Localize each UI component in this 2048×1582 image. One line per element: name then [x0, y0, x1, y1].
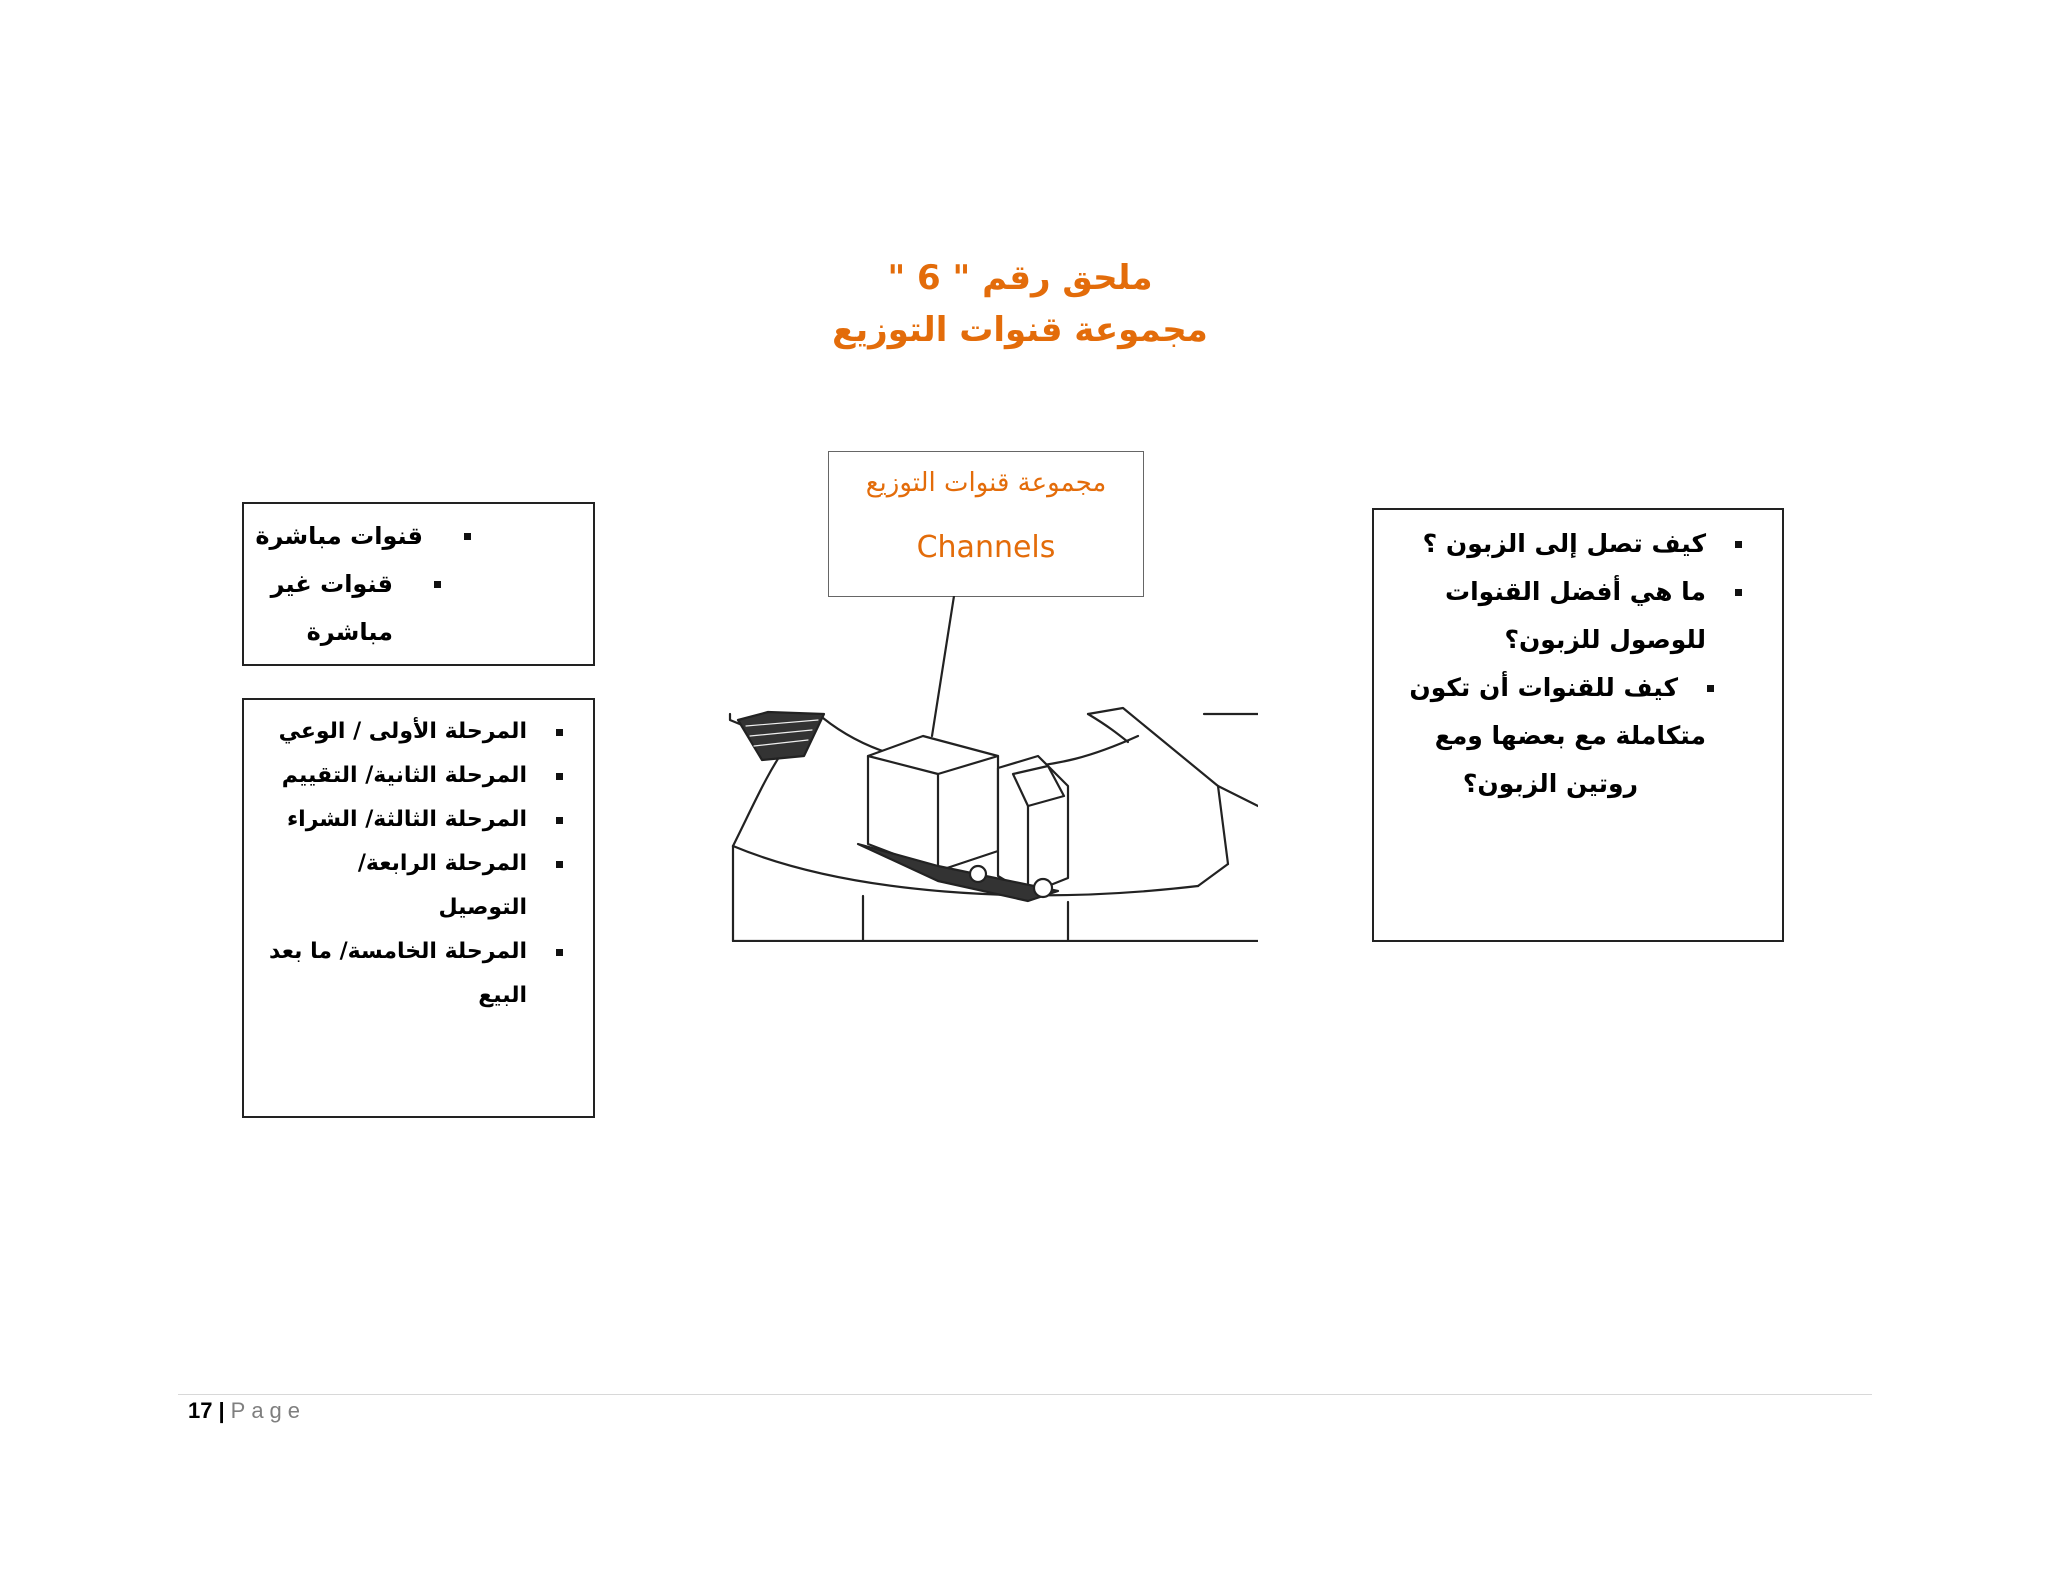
list-item: كيف تصل إلى الزبون ؟ — [1374, 520, 1706, 568]
list-item: قنوات غير مباشرة — [244, 560, 393, 656]
footer-divider — [178, 1394, 1872, 1395]
bullet-icon — [556, 773, 563, 780]
page-word: Page — [230, 1398, 307, 1423]
callout-line — [932, 596, 954, 736]
bullet-icon — [1707, 685, 1714, 692]
bullet-icon — [556, 949, 563, 956]
truck-wheel — [970, 866, 986, 882]
list-item: كيف للقنوات أن تكون متكاملة مع بعضها ومع روتين الزبون؟ — [1374, 664, 1678, 808]
list-item: المرحلة الثالثة/ الشراء — [244, 798, 527, 842]
page-title — [600, 252, 1440, 356]
bullet-icon — [1735, 541, 1742, 548]
channels-label-arabic: مجموعة قنوات التوزيع — [865, 468, 1107, 498]
truck-cab — [998, 756, 1068, 894]
truck-wheel — [1034, 879, 1052, 897]
title-line-1: ملحق رقم " 6 " — [887, 258, 1153, 298]
list-item: ما هي أفضل القنوات للوصول للزبون؟ — [1374, 568, 1706, 664]
channel-types-box — [242, 502, 595, 666]
list-item: المرحلة الخامسة/ ما بعد البيع — [244, 930, 527, 1018]
truck-illustration — [728, 596, 1258, 942]
bullet-icon — [556, 729, 563, 736]
channels-label-box — [828, 451, 1144, 597]
title-line-2: مجموعة قنوات التوزيع — [832, 310, 1208, 350]
bullet-icon — [1735, 589, 1742, 596]
bullet-icon — [556, 817, 563, 824]
bullet-icon — [434, 581, 441, 588]
truck-container — [868, 736, 998, 871]
bullet-icon — [464, 533, 471, 540]
questions-box — [1372, 508, 1784, 942]
list-item: المرحلة الرابعة/ التوصيل — [244, 842, 527, 930]
list-item: قنوات مباشرة — [244, 512, 423, 560]
list-item: المرحلة الأولى / الوعي — [244, 710, 527, 754]
page-footer — [188, 1398, 306, 1424]
bullet-icon — [556, 861, 563, 868]
channels-label-english: Channels — [916, 530, 1056, 565]
page-number: 17 — [188, 1398, 213, 1423]
phases-box — [242, 698, 595, 1118]
footer-separator: | — [218, 1398, 225, 1423]
list-item: المرحلة الثانية/ التقييم — [244, 754, 527, 798]
